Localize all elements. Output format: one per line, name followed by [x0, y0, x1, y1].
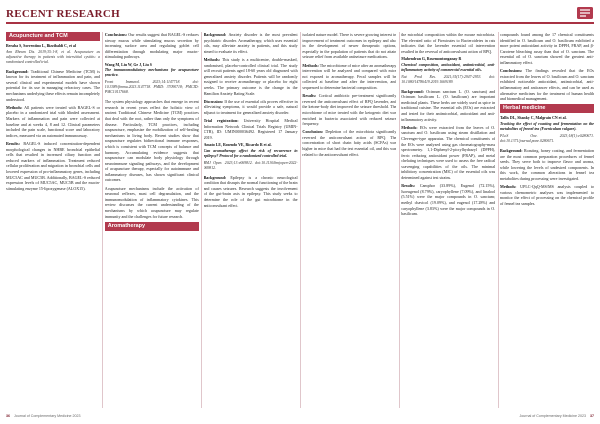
section-banner: Acupuncture and TCM [6, 32, 100, 41]
journal-logo-icon [576, 6, 594, 20]
paragraph-text: Ocimum sanctum L. (O. sanctum) and Ocimum basilicum L. (O. basilicum) are important medicinal plants. These herbs are widely used as spice in traditional cuisine. The essential oils (EOs) are extracted and tested for their antimicrobial, antioxidant and anti-inflammatory activity. [401, 88, 496, 122]
paragraph-text: Traditional Chinese Medicine (TCM) is known for its treatment of inflammation and pain, and several clinical and experimental models have shown potential for its use in managing refractory cases. The mechanisms underlying these effects remain incompletely understood. [6, 68, 100, 102]
paragraph-text: The findings revealed that the EOs extracted from the leaves of O. basilicum and O. sanctum exhibited noticeable antioxidant, antimicrobial, anti-inflammatory and anticancer effects, and can be used as alternative medicines for the treatment of human health and biomedical management. [500, 68, 594, 102]
abstract-paragraph [105, 186, 199, 220]
citation-title: Tracking the effect of roasting and fermentation on the metabolites of fennel tea (Foeniculum vulgare). [500, 122, 594, 132]
citation-authors: Amato LE, Rosendo VE, Ricardo R et al. [203, 143, 272, 148]
abstract-paragraph [204, 175, 298, 209]
text-column-1 [6, 32, 100, 408]
paragraph-text: Depletion of the microbiota significantly reversed the anticonvulsant action of RPQ. The concentration of short chain fatty acids (SCFAs) was higher in mice that had the test essential oil, and this was related to the anticonvulsant effect. [302, 129, 397, 157]
paragraph-label: Conclusion: [302, 129, 324, 135]
paragraph-text: BAGEL-S induced concentration-dependent morphological changes in NHBE bronchial epithelial cells that resulted in increased ciliary function and reduced markers of inflammation. Treatment reduced cellular proliferation and migration in bronchial cells and lowered expression of pro-inflammatory genes, including MUC5AC and MUC5B. Additionally, BAGEL-S reduced expression levels of MUC5AC, MUC5B and the mucin-stimulating enzyme 15-lipoxygenase (ALOX15). [6, 141, 100, 191]
page-title: RECENT RESEARCH [6, 8, 121, 20]
column-divider [399, 32, 400, 408]
abstract-paragraph [500, 32, 594, 66]
citation-authors: Tallis DL, Shanky C, Malgrain CN et al. [500, 116, 567, 121]
text-column-6 [500, 32, 594, 408]
citation-title: Can aromatherapy affect the risk of recurrence in epilepsy? Protocol for a randomized controlled trial. [203, 148, 298, 158]
footer-journal-right: Journal of Complementary Medicine 2023 [519, 414, 586, 418]
paragraph-label: Results: [6, 141, 20, 147]
abstract-paragraph [401, 89, 495, 123]
paragraph-text: This study is a multicentre, double-masked, randomised, placebo-controlled clinical trial. The study will recruit patients aged 18-60 years old diagnosed with generalized anxiety disorder. Patients will be randomly assigned to receive aromatherapy or placebo for eight weeks. The primary outcome is the change in the Hamilton Anxiety Rating Scale. [203, 56, 298, 96]
footer-right [519, 414, 594, 418]
section-banner: Herbal medicine [500, 104, 594, 113]
column-divider [498, 32, 499, 408]
paragraph-label: Methods: [401, 124, 418, 130]
paragraph-text: Camphor (33.89%), Eugenol (72.15%), Isoeugenol (8.79%), caryophyllene (7.09%), and linalool (5.51%) were the major compounds in O. sanctum; methyl chavicol (19.09%), and eugenol (17.28%) and caryophyllene (3.83%) were the major compounds in O. basilicum. [401, 183, 496, 217]
paragraph-label: Methods: [302, 62, 319, 68]
paragraph-label: Background: [500, 147, 523, 153]
abstract-paragraph [6, 141, 100, 191]
abstract-paragraph [6, 69, 100, 103]
paragraph-label: Conclusions: [500, 68, 523, 74]
paragraph-text: Our results suggest that BAGEL-S reduces airway mucus while stimulating mucus secretion by increasing surface area and regulating goblet cell differentiation through modulating major mucin-stimulating pathways. [104, 32, 199, 60]
paragraph-label: Background: [6, 68, 29, 74]
page-header [6, 6, 594, 28]
abstract-paragraph [500, 184, 594, 206]
abstract-paragraph [401, 32, 495, 54]
paragraph-text: EOs were extracted from the leaves of O. sanctum and O. basilicum using steam distillation and Clevenger-type apparatus. The chemical constituents of the EOs were analyzed using gas chromatography-mass spectrometry. 1,1-Diphenyl-2-picrylhydrazyl (DPPH), ferric reducing antioxidant power (FRAP), and metal chelating techniques were used to assess the free radical scavenging capabilities of the oils. The minimal inhibitory concentration (MIC) of the essential oils was determined against test strains. [401, 124, 496, 181]
abstract-paragraph [500, 148, 594, 182]
abstract-paragraph [500, 68, 594, 102]
paragraph-text: Cortical antibiotic pre-treatment significantly reversed the anticonvulsant effect of RPQ lavender, and the ketone-body diet improved the seizure threshold. The microbiome of mice treated with the ketogenic diet was enriched in bacteria associated with reduced seizure frequency. [302, 93, 397, 127]
abstract-paragraph [204, 118, 298, 140]
citation-reference: Ann Rheum Dis. 2019;35:1-8, et al. Acupuncture as adjunctive therapy in patients with interstitial cystitis: a randomised controlled trial. [6, 49, 100, 64]
paragraph-text: Roasting, honey coating, and fermentation are the most common preparation procedures of fennel seeds. They serve both to improve flavor and aroma, while lowering the levels of undesired components. In this work, the common alterations in fennel tea metabolites during processing were investigated. [500, 147, 594, 181]
citation-authors: Mahendran G, Rosemontonganay R [401, 56, 462, 61]
text-column-3 [204, 32, 298, 408]
abstract-paragraph [302, 129, 396, 157]
citation-reference: Front Immunol. 2023;14:1147718. doi: 10.3389/fimmu.2023.1147718. PMID: 37090718; PMCID: PMC10117668. [104, 80, 199, 95]
paragraph-text: University Hospital Medical Information Network Clinical Trials Registry (UMIN-CTR), ID: UMIN000036492. Registered 17 January 2019. [203, 118, 298, 140]
paragraph-text: The microbiome of mice after an aromatherapy intervention will be analyzed and compared with mice not exposed to aromatherapy. Fecal samples will be collected at baseline and after the intervention, and sequenced to determine bacterial composition. [302, 62, 397, 90]
paragraph-label: Background: [401, 88, 424, 94]
paragraph-text: isolated nature model. There is severe growing interest in improvement of treatment outcomes in epilepsy and also in the development of newer therapeutic options, especially in the population of patients that do not attain seizure relief from available antiseizure medications. [302, 32, 397, 60]
column-divider [300, 32, 301, 408]
abstract-paragraph [204, 57, 298, 96]
abstract-paragraph [302, 32, 396, 60]
footer-left [6, 414, 81, 418]
citation-title: Chemical composition, antioxidant, antimicrobial, anti-inflammatory activity of commercial essential oils. [401, 62, 496, 72]
paragraph-text: The system physiology approaches that emerge in recent research in recent years reflect the holistic view of ancient Traditional Chinese Medicine (TCM) practices that deal with the root, rather than only the symptoms of disease. Particularly, TCM practices, including acupuncture, emphasize the mobilization of self-healing mechanisms in living body. Recent studies show that acupuncture regulates bidirectional immune responses, which is consistent with TCM concepts of balance and harmony. Accumulating evidence suggests that acupuncture can modulate body physiology through neuroimmune signaling pathways, and the development of acupuncture therapy, especially for autoimmune and inflammatory diseases, has shown significant clinical outcomes. [104, 99, 199, 183]
abstract-paragraph [6, 105, 100, 139]
abstract-paragraph [204, 32, 298, 54]
paragraph-label: Methods: [203, 56, 221, 62]
paragraph-text: the microbial composition within the mouse microbiota. The elevated ratio of Firmicutes to Bacteroidetes in rats indicates that the lavender essential oil intervention resulted in the reversal of anticonvulsant action of RPQ. [401, 32, 496, 54]
column-divider [102, 32, 103, 408]
paragraph-label: Background: [203, 32, 227, 37]
abstract-paragraph [204, 99, 298, 116]
text-column-5 [401, 32, 495, 408]
page-footer [6, 412, 594, 420]
footer-journal-left: Journal of Complementary Medicine 2023 [14, 414, 81, 418]
paragraph-text: Acupuncture mechanisms include the activation of neuronal reflexes, mast cell degranulation, and the immunomodulation of inflammatory cytokines. This review discusses the current understanding of the mechanisms by which acupuncture may regulate immunity and the challenges for future research. [104, 185, 199, 219]
abstract-paragraph [105, 99, 199, 183]
abstract-paragraph [302, 63, 396, 91]
citation-reference: BMJ Open. 2023;13:e069812. doi:10.1136/bmjopen-2022-069812. [203, 160, 298, 170]
paragraph-label: Results: [401, 183, 416, 189]
paragraph-label: Trial registration: [203, 118, 239, 124]
citation-reference: PLoS One. 2023;18(1):e0280671. doi:10.1371/journal.pone.0280671. [500, 133, 594, 143]
text-column-4 [302, 32, 396, 408]
abstract-paragraph [401, 183, 495, 217]
paragraph-text: If the use of essential oils proves effective in alleviating symptoms, it would provide a safe, natural adjunct to treatment for generalized anxiety disorder. [203, 98, 298, 115]
paragraph-label: Methods: [500, 184, 517, 190]
citation-authors: Beraba S, Sorrentino L, Bizzibaldi C, et al [6, 44, 76, 48]
paragraph-text: Epilepsy is a chronic neurological condition that disrupts the normal functioning of the brain and causes seizures. Research suggests the involvement of the gut-brain axis in epilepsy. This study seeks to determine the role of the gut microbiome in the anticonvulsant effect. [203, 174, 298, 208]
paragraph-label: Conclusions: [104, 32, 128, 37]
paragraph-text: compounds found among the 17 chemical constituents identified in O. basilicum and O. basilicum exhibited a more potent antioxidant activity in DPPH, FRAP, and β-Carotene bleaching assay than that of O. sanctum. The essential oil of O. sanctum showed the greatest anti-inflammatory effect. [500, 32, 594, 65]
text-column-2 [105, 32, 199, 408]
page-number-left: 36 [6, 414, 10, 418]
header-rule [6, 22, 594, 24]
column-divider [201, 32, 202, 408]
paragraph-text: All patients were treated with BAGEL-S or placebo in a randomized trial with blinded assessment. Markers of inflammation and pain were collected at baseline and at weeks 4, 8 and 12. Clinical parameters included the pain scale, functional score and laboratory indices, measured via an automated immunoassay. [6, 104, 100, 138]
article-columns [6, 32, 594, 408]
citation-authors: Wang M, Liu W, Ge J, Liu S [104, 62, 152, 67]
paragraph-text: UPLC-QqQ-MS/MS analysis coupled to various chemometric analyses was implemented to monitor the effect of processing on the chemical profile of fennel tea samples. [500, 184, 594, 206]
abstract-paragraph [302, 93, 396, 127]
section-banner: Aromatherapy [105, 222, 199, 231]
paragraph-text: Anxiety disorder is the most prevalent psychiatric disorder. Aromatherapy, which uses essential oils, may alleviate anxiety in patients, and this study aimed to evaluate its effect. [203, 32, 298, 54]
abstract-paragraph [105, 32, 199, 60]
citation-title: The immunomodulatory mechanisms for acupuncture practice. [104, 68, 199, 78]
paragraph-label: Discussion: [203, 98, 224, 104]
paragraph-label: Results: [302, 93, 317, 99]
citation-reference: Nat Prod Res. 2021;35(17):2947-2953. doi: 10.1080/14786419.2019.1669189. [401, 74, 496, 84]
paragraph-label: Background: [203, 174, 227, 180]
abstract-paragraph [401, 125, 495, 181]
paragraph-label: Methods: [6, 104, 23, 110]
page-number-right: 37 [590, 414, 594, 418]
